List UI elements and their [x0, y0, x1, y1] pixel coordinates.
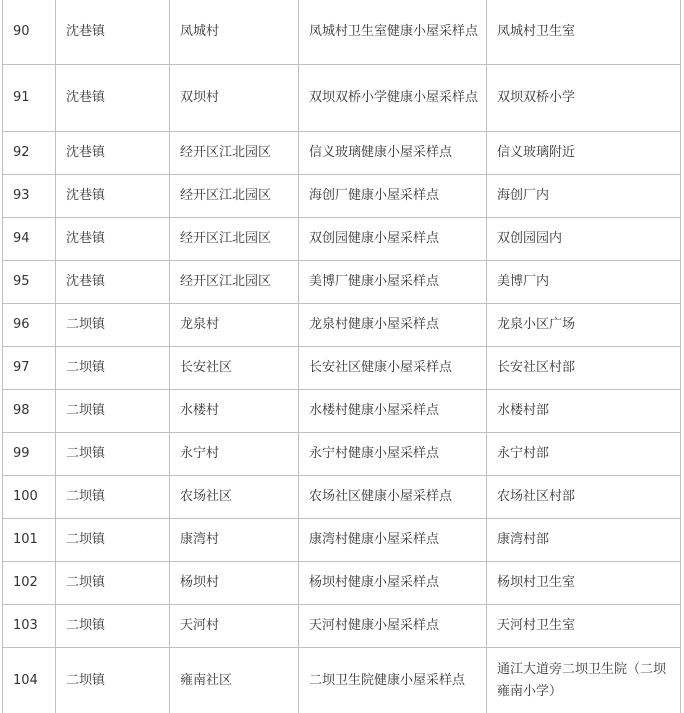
table-row	[3, 605, 681, 648]
location-cell: 水楼村部	[487, 390, 681, 433]
table-row	[3, 476, 681, 519]
village-cell: 龙泉村	[170, 304, 299, 347]
row-number-cell: 104	[3, 648, 56, 713]
site-name-cell: 双创园健康小屋采样点	[299, 218, 487, 261]
village-cell: 双坝村	[170, 65, 299, 132]
row-number-cell: 92	[3, 132, 56, 175]
town-cell: 沈巷镇	[56, 218, 170, 261]
village-cell: 农场社区	[170, 476, 299, 519]
location-cell: 永宁村部	[487, 433, 681, 476]
site-name-cell: 双坝双桥小学健康小屋采样点	[299, 65, 487, 132]
site-name-cell: 农场社区健康小屋采样点	[299, 476, 487, 519]
town-cell: 沈巷镇	[56, 132, 170, 175]
town-cell: 二坝镇	[56, 433, 170, 476]
town-cell: 二坝镇	[56, 648, 170, 713]
table-row	[3, 433, 681, 476]
table-row	[3, 0, 681, 65]
location-cell: 杨坝村卫生室	[487, 562, 681, 605]
site-name-cell: 长安社区健康小屋采样点	[299, 347, 487, 390]
village-cell: 天河村	[170, 605, 299, 648]
location-cell: 信义玻璃附近	[487, 132, 681, 175]
row-number-cell: 95	[3, 261, 56, 304]
site-name-cell: 美博厂健康小屋采样点	[299, 261, 487, 304]
table-row	[3, 519, 681, 562]
town-cell: 沈巷镇	[56, 65, 170, 132]
row-number-cell: 94	[3, 218, 56, 261]
table-row	[3, 347, 681, 390]
village-cell: 凤城村	[170, 0, 299, 65]
town-cell: 二坝镇	[56, 605, 170, 648]
village-cell: 经开区江北园区	[170, 175, 299, 218]
site-name-cell: 信义玻璃健康小屋采样点	[299, 132, 487, 175]
table-row	[3, 562, 681, 605]
town-cell: 二坝镇	[56, 347, 170, 390]
site-name-cell: 永宁村健康小屋采样点	[299, 433, 487, 476]
location-cell: 凤城村卫生室	[487, 0, 681, 65]
site-name-cell: 康湾村健康小屋采样点	[299, 519, 487, 562]
location-cell: 双坝双桥小学	[487, 65, 681, 132]
table-row	[3, 390, 681, 433]
site-name-cell: 天河村健康小屋采样点	[299, 605, 487, 648]
site-name-cell: 龙泉村健康小屋采样点	[299, 304, 487, 347]
table-body	[3, 0, 681, 713]
village-cell: 经开区江北园区	[170, 218, 299, 261]
location-cell: 龙泉小区广场	[487, 304, 681, 347]
row-number-cell: 103	[3, 605, 56, 648]
village-cell: 经开区江北园区	[170, 132, 299, 175]
location-cell: 天河村卫生室	[487, 605, 681, 648]
location-cell: 通江大道旁二坝卫生院（二坝雍南小学）	[487, 648, 681, 713]
site-name-cell: 水楼村健康小屋采样点	[299, 390, 487, 433]
village-cell: 雍南社区	[170, 648, 299, 713]
site-name-cell: 海创厂健康小屋采样点	[299, 175, 487, 218]
row-number-cell: 100	[3, 476, 56, 519]
location-cell: 双创园园内	[487, 218, 681, 261]
location-cell: 康湾村部	[487, 519, 681, 562]
table-row	[3, 304, 681, 347]
row-number-cell: 98	[3, 390, 56, 433]
village-cell: 长安社区	[170, 347, 299, 390]
location-cell: 美博厂内	[487, 261, 681, 304]
row-number-cell: 102	[3, 562, 56, 605]
location-cell: 长安社区村部	[487, 347, 681, 390]
row-number-cell: 91	[3, 65, 56, 132]
table-row	[3, 175, 681, 218]
village-cell: 经开区江北园区	[170, 261, 299, 304]
town-cell: 二坝镇	[56, 562, 170, 605]
town-cell: 沈巷镇	[56, 0, 170, 65]
table-row	[3, 65, 681, 132]
table-row	[3, 218, 681, 261]
town-cell: 二坝镇	[56, 476, 170, 519]
row-number-cell: 97	[3, 347, 56, 390]
sampling-site-table	[2, 0, 681, 713]
site-name-cell: 凤城村卫生室健康小屋采样点	[299, 0, 487, 65]
town-cell: 二坝镇	[56, 304, 170, 347]
village-cell: 杨坝村	[170, 562, 299, 605]
row-number-cell: 99	[3, 433, 56, 476]
village-cell: 永宁村	[170, 433, 299, 476]
row-number-cell: 93	[3, 175, 56, 218]
location-cell: 农场社区村部	[487, 476, 681, 519]
site-name-cell: 杨坝村健康小屋采样点	[299, 562, 487, 605]
town-cell: 二坝镇	[56, 390, 170, 433]
town-cell: 沈巷镇	[56, 175, 170, 218]
village-cell: 水楼村	[170, 390, 299, 433]
town-cell: 沈巷镇	[56, 261, 170, 304]
row-number-cell: 96	[3, 304, 56, 347]
village-cell: 康湾村	[170, 519, 299, 562]
location-cell: 海创厂内	[487, 175, 681, 218]
table-row	[3, 132, 681, 175]
row-number-cell: 101	[3, 519, 56, 562]
table-row	[3, 648, 681, 713]
table-row	[3, 261, 681, 304]
site-name-cell: 二坝卫生院健康小屋采样点	[299, 648, 487, 713]
town-cell: 二坝镇	[56, 519, 170, 562]
row-number-cell: 90	[3, 0, 56, 65]
